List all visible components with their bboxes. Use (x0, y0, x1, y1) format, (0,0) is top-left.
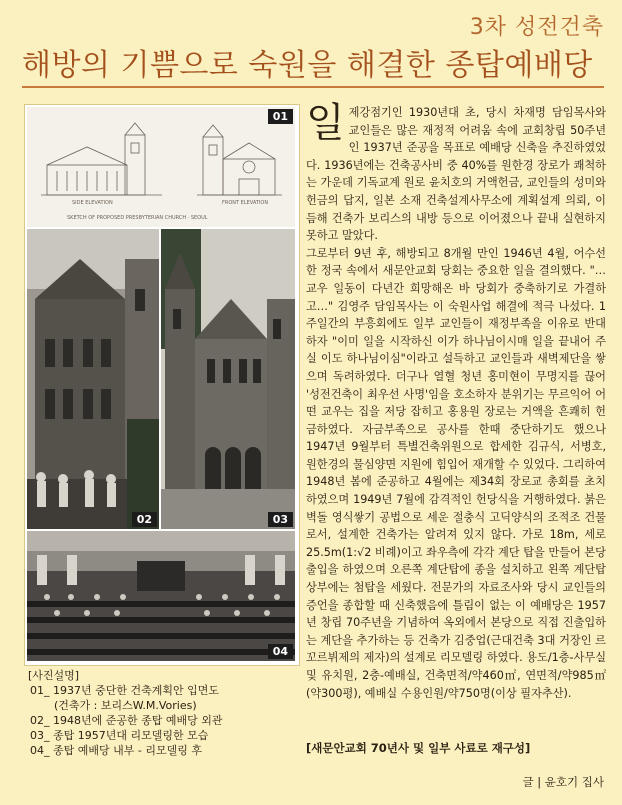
caption-item: (건축가 : 보리스W.M.Vories) (54, 699, 197, 712)
author-credit: 글 | 윤호기 집사 (522, 775, 604, 789)
svg-text:SKETCH OF PROPOSED PRESBYTERIA: SKETCH OF PROPOSED PRESBYTERIAN CHURCH · SEOUL (67, 215, 208, 221)
photo-number-04: 04 (268, 644, 293, 659)
church-interior-photo-icon (27, 531, 295, 661)
architectural-elevation-drawing-icon (27, 107, 295, 227)
caption-item: 04_ 종탑 예배당 내부 - 리모델링 후 (30, 744, 202, 757)
church-exterior-photo-icon (27, 229, 159, 529)
photo-captions (24, 668, 298, 772)
photo-number-02: 02 (132, 512, 157, 527)
photo-number-03: 03 (268, 512, 293, 527)
svg-text:SIDE ELEVATION: SIDE ELEVATION (72, 200, 113, 206)
section-subtitle: 3차 성전건축 (469, 15, 604, 40)
photo-number-01: 01 (268, 109, 293, 124)
church-remodel-photo-icon (161, 229, 295, 529)
photo-church-exterior (27, 229, 159, 529)
source-note: [새문안교회 70년사 및 일부 사료로 재구성] (306, 741, 531, 755)
photo-church-remodel (161, 229, 295, 529)
caption-item: 01_ 1937년 중단한 건축계획안 입면도 (30, 684, 219, 697)
photo-church-interior (27, 531, 295, 661)
caption-heading: [사진설명] (28, 669, 80, 682)
page-title: 해방의 기쁨으로 숙원을 해결한 종탑예배당 (22, 48, 593, 83)
caption-item: 03_ 종탑 1957년대 리모델링한 모습 (30, 729, 209, 742)
title-divider (22, 86, 604, 88)
photo-panel (24, 104, 300, 666)
photo-elevation-drawing (27, 107, 295, 227)
caption-item: 02_ 1948년에 준공한 종탑 예배당 외관 (30, 714, 223, 727)
article-body (306, 100, 606, 702)
article-paragraph: 그로부터 9년 후, 해방되고 8개월 만인 1946년 4월, 어수선한 정국 속에서 새문안교회 당회는 중요한 일을 결의했다. "…교우 일동이 다년간 희망해온 바 당회가 중축하기로 가결하고…" 김영주 담임목사는 이 숙원사업 해결에 적극 나섰다. 1주일간의 부흥회에도 일부 교인들이 재정부족을 이유로 반대하자 "이미 일을 시작하신 이가 하나님이시매 일을 끝내어 주실 이도 하나님이심"이라고 설득하고 교인들과 새벽제단을 쌓으며 독려하였다. 더구나 열혈 청년 홍미현이 무명지를 끊어 '성전건축이 최우선 사명'임을 호소하자 분위기는 무르익어 어떤 교우는 집을 저당 잡히고 홍용원 장로는 거액을 흔쾌히 헌금하였다. 자금부족으로 공사를 한때 중단하기도 했으나 1947년 9월부터 특별건축위원으로 합세한 김규식, 서병호, 원한경의 물심양면 지원에 힘입어 재개할 수 있었다. 그리하여 1948년 봄에 준공하고 4월에는 제34회 장로교 총회를 초치하였으며 1949년 7월에 감격적인 헌당식을 거행하였다. 붉은벽돌 영식쌓기 공법으로 세운 절충식 고딕양식의 조적조 건물로서, 설계한 건축가는 알려져 있지 않다. 가로 18m, 세로 25.5m(1:√2 비례)이고 좌우측에 각각 계단 탑을 만들어 본당 출입을 하였으며 오른쪽 계단탑에 종을 설치하고 왼쪽 계단탑 상부에는 첨탑을 세웠다. 전문가의 자료조사와 당시 교인들의 증언을 종합할 때 신축했음에 틀림이 없는 이 예배당은 1957년 창립 70주년을 기념하여 옥외에서 본당으로 직접 진출입하는 계단을 추가하는 등 건축가 김중업(근대건축 3대 거장인 르 꼬르뷔제의 제자)의 설계로 리모델링 하였다. 용도/1층-사무실 및 유치원, 2층-예배실, 건축면적/약460㎡, 연면적/약985㎡(약300평), 예배실 수용인원/약750명(이상 필자추산). (306, 246, 606, 700)
drop-cap: 일 (306, 100, 345, 146)
svg-text:FRONT ELEVATION: FRONT ELEVATION (222, 200, 269, 206)
article-paragraph: 제강점기인 1930년대 초, 당시 차재명 담임목사와 교인들은 많은 재정적 어려움 속에 교회창립 50주년인 1937년 준공을 목표로 예배당 신축을 추진하였었다. 1936년에는 건축공사비 중 40%를 원한경 장로가 쾌척하는 가운데 기독교계 원로 윤치호의 거액헌금, 교인들의 성미와 헌금의 답지, 일본 소재 건축설계사무소에 계획설계 의뢰, 이듬해 건축가 보리스의 내방 등으로 이어졌으나 끝내 실현하지 못하고 말았다. (306, 106, 606, 243)
